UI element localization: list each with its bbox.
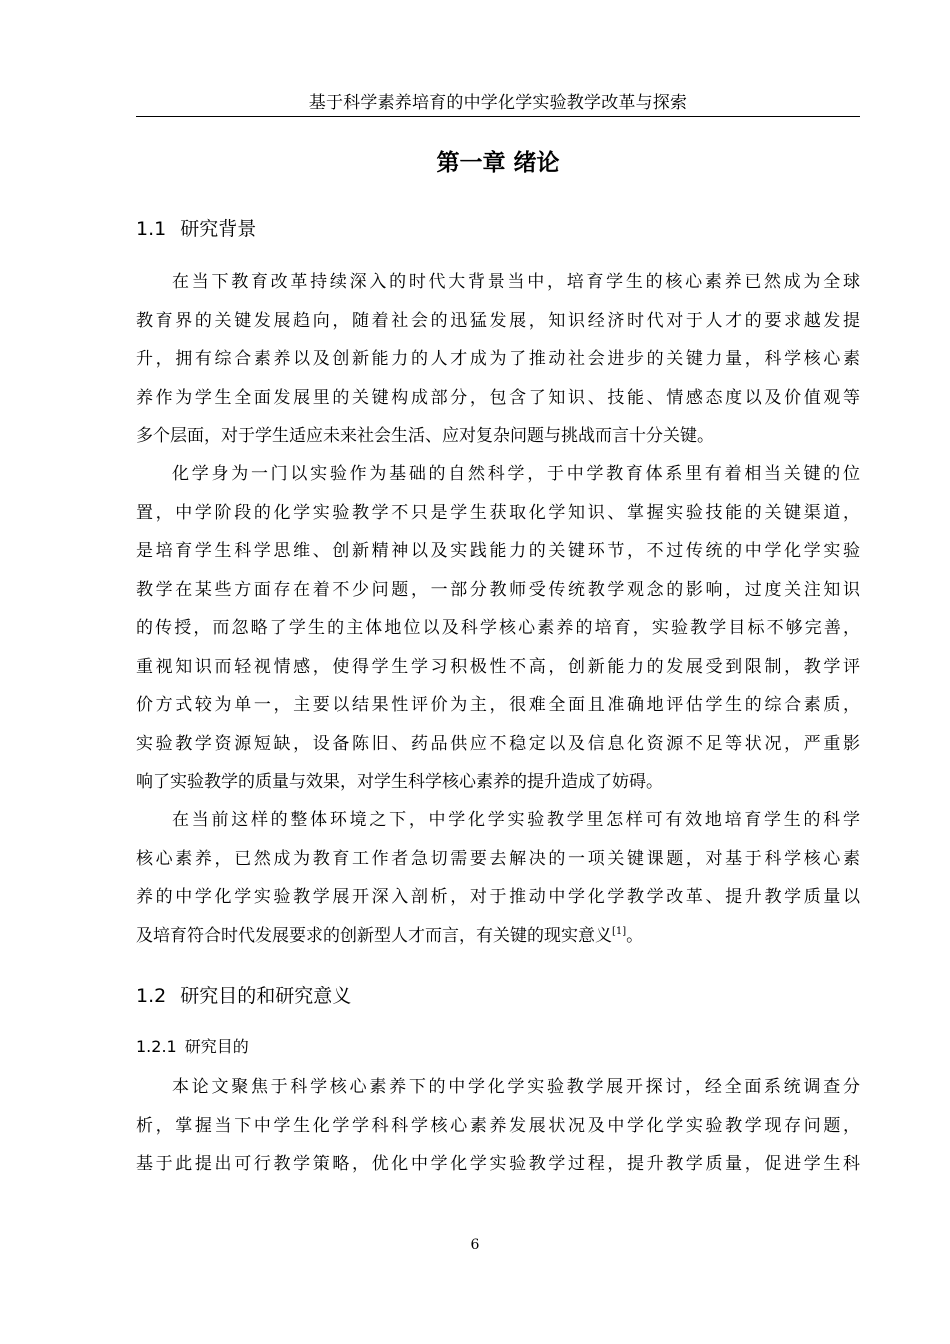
running-header: 基于科学素养培育的中学化学实验教学改革与探索 — [308, 93, 688, 113]
text-line: 教育界的关键发展趋向，随着社会的迅猛发展，知识经济时代对于人才的要求越发提 — [136, 310, 860, 331]
subsection-heading-1-2-1 — [136, 1036, 249, 1058]
paragraph-background-2 — [136, 455, 860, 802]
text-line: 核心素养，已然成为教育工作者急切需要去解决的一项关键课题，对基于科学核心素 — [136, 848, 860, 869]
text-line: 是培育学生科学思维、创新精神以及实践能力的关键环节，不过传统的中学化学实验 — [136, 541, 860, 561]
header-rule — [136, 116, 860, 117]
text-line: 本论文聚焦于科学核心素养下的中学化学实验教学展开探讨，经全面系统调查分 — [172, 1077, 860, 1097]
text-line: 析，掌握当下中学生化学学科科学核心素养发展状况及中学化学实验教学现存问题， — [136, 1115, 860, 1136]
section-title: 研究背景 — [180, 218, 257, 240]
subsection-title: 研究目的 — [184, 1037, 249, 1056]
text-line: 基于此提出可行教学策略，优化中学化学实验教学过程，提升教学质量，促进学生科 — [136, 1154, 860, 1174]
paragraph-background-3 — [136, 801, 860, 955]
section-number: 1.2 — [136, 985, 167, 1007]
section-heading-1-2 — [136, 983, 351, 1009]
section-number: 1.1 — [136, 218, 167, 240]
text-line: 在当下教育改革持续深入的时代大背景当中，培育学生的核心素养已然成为全球 — [172, 272, 860, 292]
text-line: 置，中学阶段的化学实验教学不只是学生获取化学知识、掌握实验技能的关键渠道， — [136, 502, 860, 523]
chapter-title: 第一章 绪论 — [436, 150, 560, 176]
text-line: 教学在某些方面存在着不少问题，一部分教师受传统教学观念的影响，过度关注知识 — [136, 579, 860, 600]
text-line — [136, 917, 860, 956]
text-line: 化学身为一门以实验作为基础的自然科学，于中学教育体系里有着相当关键的位 — [172, 464, 860, 484]
paragraph-background-1 — [136, 263, 860, 456]
text-line: 多个层面，对于学生适应未来社会生活、应对复杂问题与挑战而言十分关键。 — [136, 426, 714, 446]
text-line: 养的中学化学实验教学展开深入剖析，对于推动中学化学教学改革、提升教学质量以 — [136, 887, 860, 907]
citation-reference[interactable]: [1] — [612, 925, 627, 937]
text-line: 养作为学生全面发展里的关键构成部分，包含了知识、技能、情感态度以及价值观等 — [136, 387, 860, 408]
text-line: 价方式较为单一，主要以结果性评价为主，很难全面且准确地评估学生的综合素质， — [136, 695, 860, 715]
page-number: 6 — [470, 1237, 480, 1253]
subsection-number: 1.2.1 — [136, 1037, 177, 1056]
text-line: 升，拥有综合素养以及创新能力的人才成为了推动社会进步的关键力量，科学核心素 — [136, 349, 860, 369]
text-line-body: 及培育符合时代发展要求的创新型人才而言，有关键的现实意义 — [136, 925, 612, 946]
text-line: 在当前这样的整体环境之下，中学化学实验教学里怎样可有效地培育学生的科学 — [172, 810, 860, 830]
section-title: 研究目的和研究意义 — [180, 985, 352, 1007]
section-heading-1-1 — [136, 216, 256, 242]
text-line: 的传授，而忽略了学生的主体地位以及科学核心素养的培育，实验教学目标不够完善， — [136, 618, 860, 638]
text-line: 实验教学资源短缺，设备陈旧、药品供应不稳定以及信息化资源不足等状况，严重影 — [136, 733, 860, 754]
text-line: 重视知识而轻视情感，使得学生学习积极性不高，创新能力的发展受到限制，教学评 — [136, 656, 860, 677]
text-line: 响了实验教学的质量与效果，对学生科学核心素养的提升造成了妨碍。 — [136, 772, 663, 792]
text-line-end: 。 — [626, 925, 644, 946]
paragraph-purpose-1 — [136, 1068, 860, 1184]
